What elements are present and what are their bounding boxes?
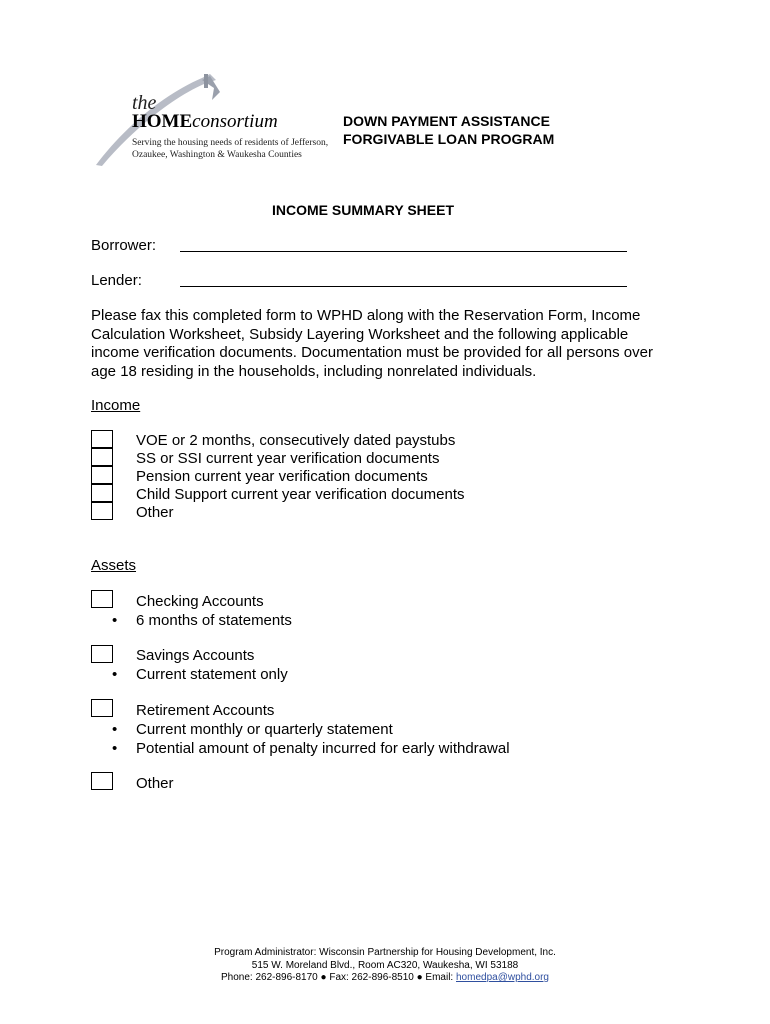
income-item-pension: Pension current year verification documents (136, 468, 428, 485)
income-item-other: Other (136, 504, 174, 521)
income-item-ss-ssi: SS or SSI current year verification documents (136, 450, 440, 467)
program-header (343, 112, 554, 148)
borrower-label: Borrower: (91, 237, 157, 254)
assets-checking-bullet: 6 months of statements (136, 612, 292, 629)
checkbox-checking[interactable] (91, 590, 113, 608)
lender-input-line[interactable] (180, 286, 627, 287)
logo-tagline: Serving the housing needs of residents of Jefferson, Ozaukee, Washington & Waukesha Counties (132, 138, 329, 160)
lender-label: Lender: (91, 272, 142, 289)
checkbox-savings[interactable] (91, 645, 113, 663)
logo-home-consortium-text: HOMEconsortium (132, 111, 278, 132)
checkbox-retirement[interactable] (91, 699, 113, 717)
assets-heading: Assets (91, 557, 137, 574)
checkbox-voe[interactable] (91, 430, 113, 448)
income-item-child-support: Child Support current year verification documents (136, 486, 465, 503)
header-line-2: FORGIVABLE LOAN PROGRAM (343, 131, 555, 147)
borrower-input-line[interactable] (180, 251, 627, 252)
bullet-icon: • (112, 666, 118, 683)
footer-line-2: 515 W. Moreland Blvd., Room AC320, Waukesha, WI 53188 (251, 959, 519, 971)
assets-retirement-bullet-1: Current monthly or quarterly statement (136, 721, 393, 738)
header-line-1: DOWN PAYMENT ASSISTANCE (343, 113, 550, 129)
sheet-title: INCOME SUMMARY SHEET (272, 202, 455, 218)
assets-retirement-label: Retirement Accounts (136, 702, 275, 719)
assets-savings-bullet: Current statement only (136, 666, 288, 683)
checkbox-assets-other[interactable] (91, 772, 113, 790)
checkbox-pension[interactable] (91, 466, 113, 484)
income-heading: Income (91, 397, 141, 414)
instructions-paragraph: Please fax this completed form to WPHD along with the Reservation Form, Income Calculation Worksheet, Subsidy Layering Worksheet and the following applicable income verification documents. Documentation must be provided for all persons over age 18 residing in the households, including nonrelated individuals. (91, 307, 653, 380)
assets-retirement-bullet-2: Potential amount of penalty incurred for early withdrawal (136, 740, 510, 757)
checkbox-child-support[interactable] (91, 484, 113, 502)
checkbox-income-other[interactable] (91, 502, 113, 520)
bullet-icon: • (112, 740, 118, 757)
assets-savings-label: Savings Accounts (136, 647, 255, 664)
checkbox-ss-ssi[interactable] (91, 448, 113, 466)
bullet-icon: • (112, 612, 118, 629)
logo-the-text: the (132, 92, 157, 114)
footer-line-1: Program Administrator: Wisconsin Partnership for Housing Development, Inc. (214, 947, 556, 958)
income-item-voe: VOE or 2 months, consecutively dated paystubs (136, 432, 456, 449)
assets-other-label: Other (136, 775, 174, 792)
footer-line-3: Phone: 262-896-8170 ● Fax: 262-896-8510 ● Email: homedpa@wphd.org (220, 972, 549, 983)
bullet-icon: • (112, 721, 118, 738)
assets-checking-label: Checking Accounts (136, 593, 264, 610)
footer (0, 947, 770, 985)
email-link[interactable]: homedpa@wphd.org (456, 972, 549, 983)
